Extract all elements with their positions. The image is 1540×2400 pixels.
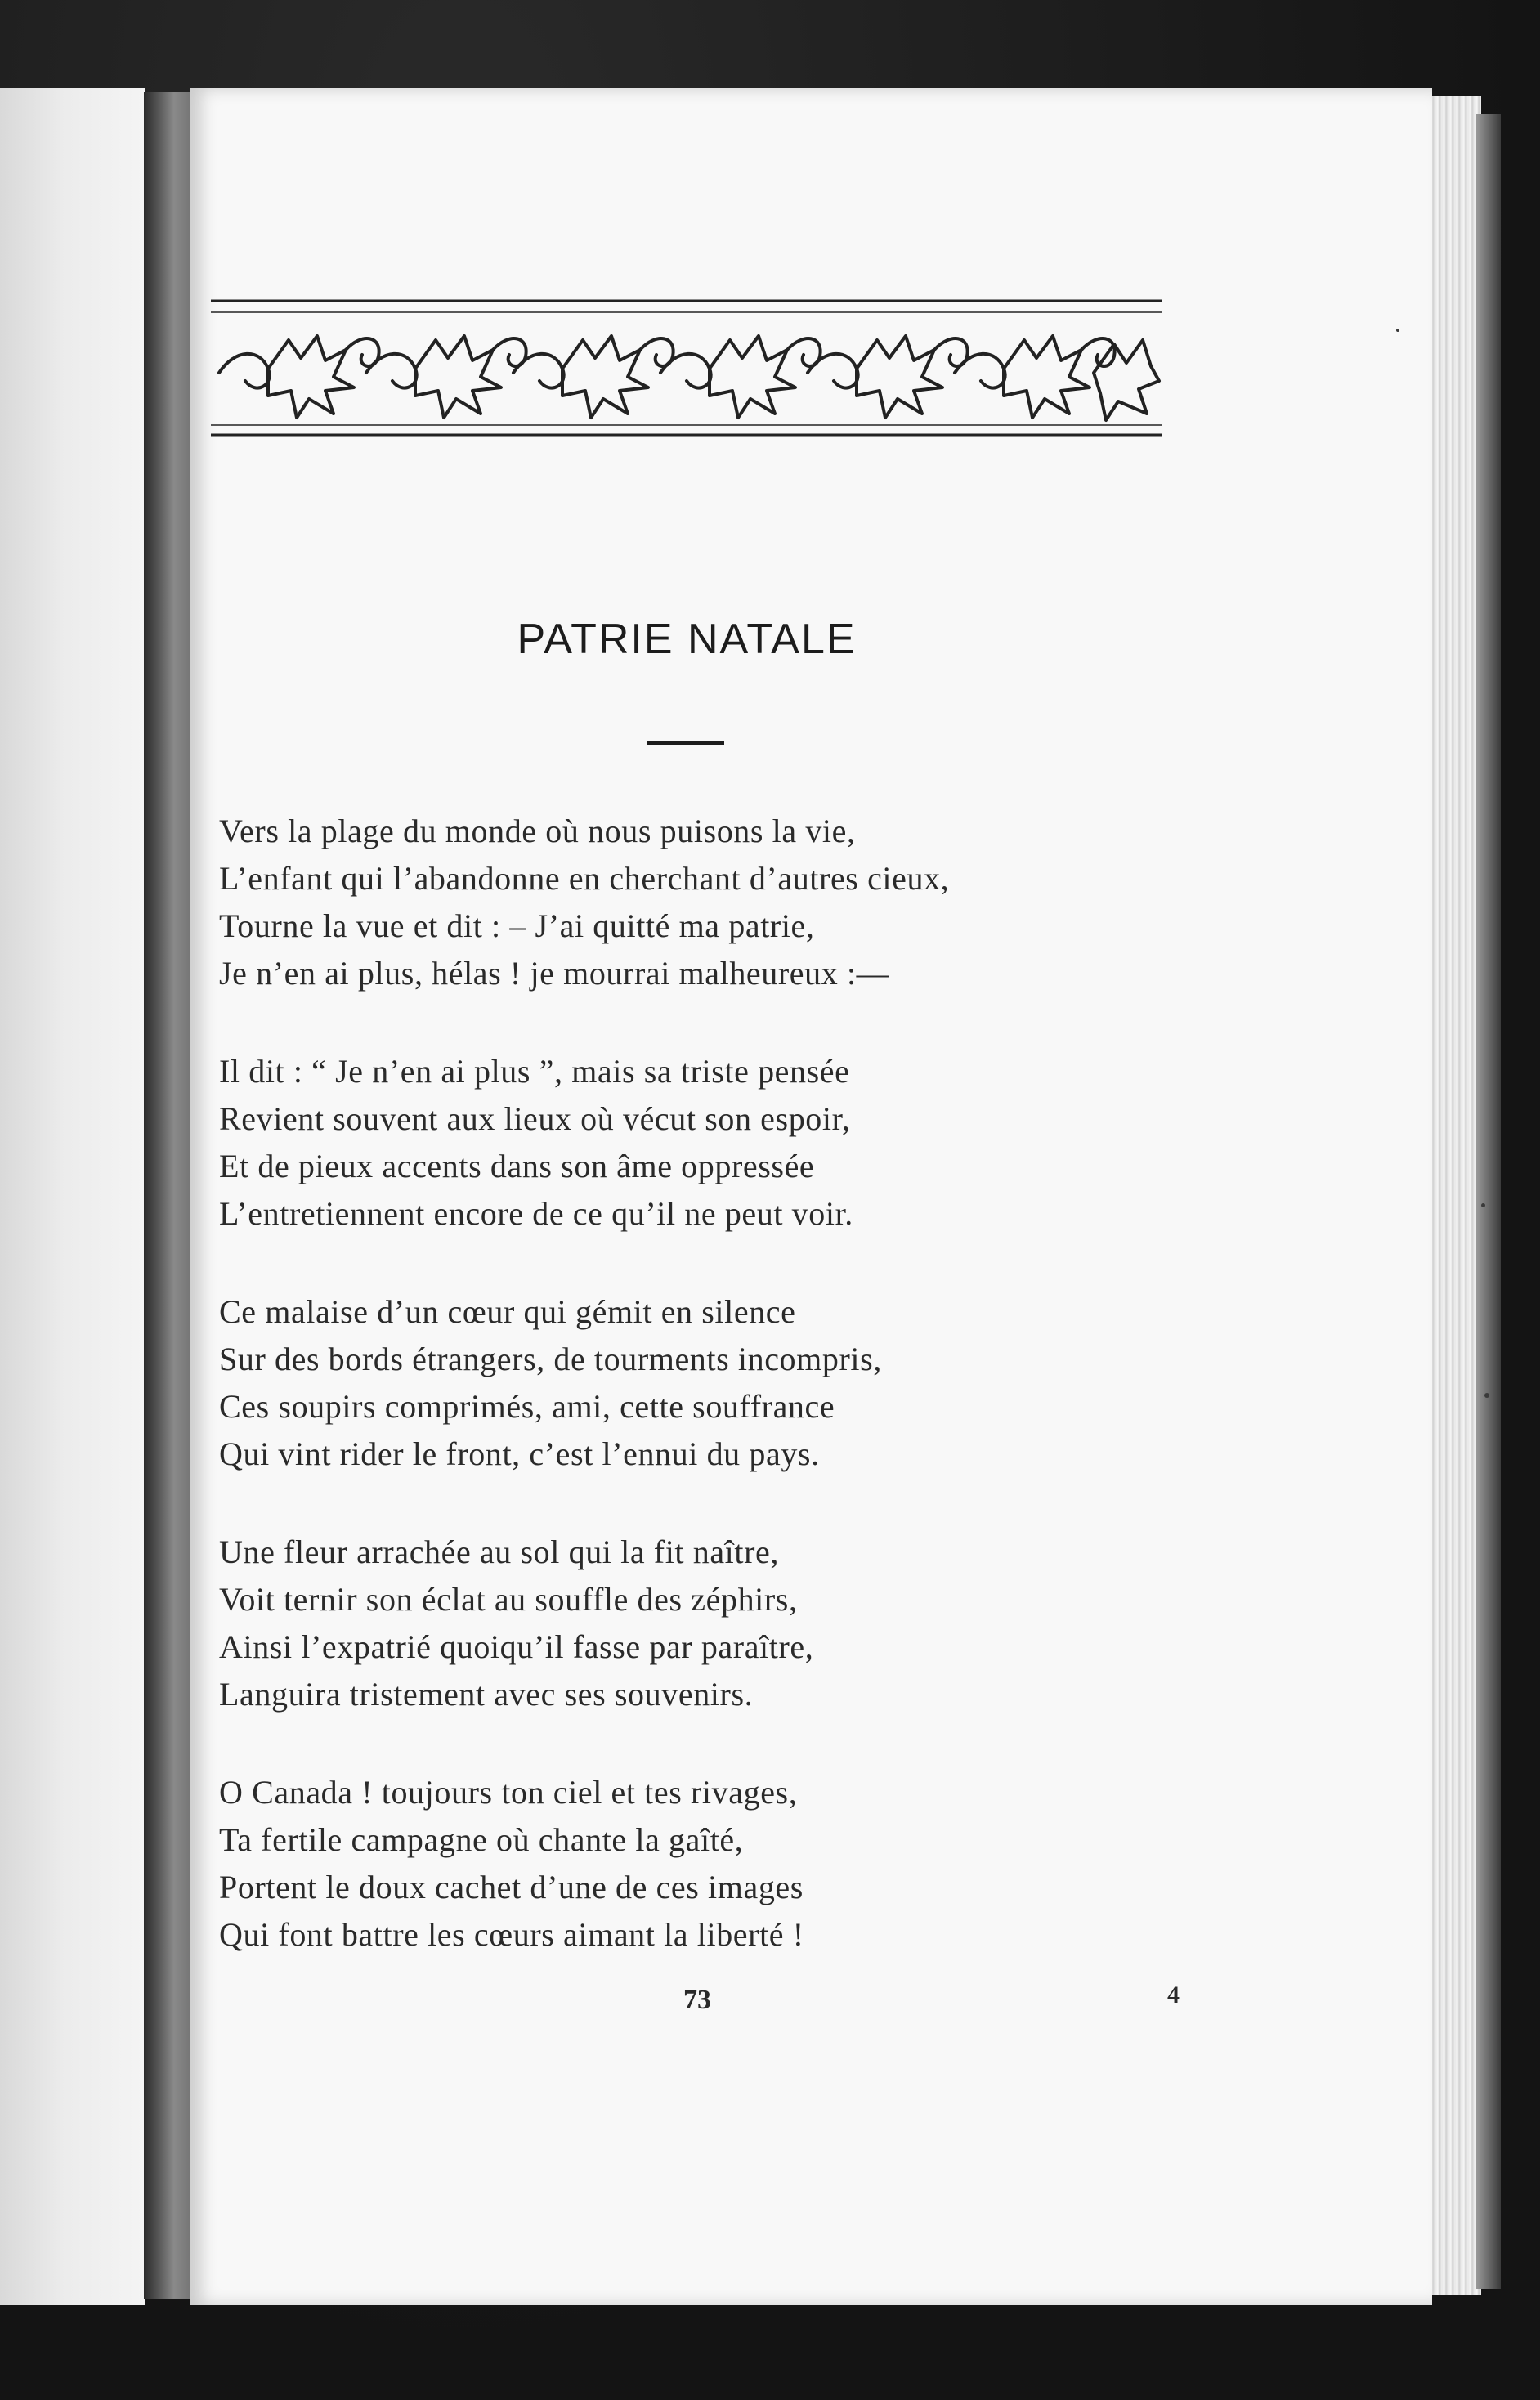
verse-line: Ce malaise d’un cœur qui gémit en silence <box>219 1293 796 1330</box>
scan-speck <box>1396 329 1399 332</box>
verse-line: Portent le doux cachet d’une de ces images <box>219 1869 804 1905</box>
verse-line: Revient souvent aux lieux où vécut son espoir, <box>219 1100 851 1137</box>
floral-ornament-header <box>211 299 1162 438</box>
verse-line: L’entretiennent encore de ce qu’il ne peut voir. <box>219 1195 853 1232</box>
stanza <box>219 1769 1233 1959</box>
page-number: 73 <box>683 1985 711 2015</box>
verse-line: Vers la plage du monde où nous puisons la vie, <box>219 813 856 849</box>
stanza <box>219 808 1233 997</box>
printer-signature-mark: 4 <box>1167 1981 1180 2008</box>
facing-page-edge <box>0 88 145 2305</box>
verse-line: Voit ternir son éclat au souffle des zéphirs, <box>219 1581 798 1618</box>
stanza <box>219 1529 1233 1718</box>
verse-line: Ainsi l’expatrié quoiqu’il fasse par paraître, <box>219 1628 814 1665</box>
verse-line: Sur des bords étrangers, de tourments incompris, <box>219 1341 882 1377</box>
page-stack-shadow <box>1476 114 1501 2289</box>
poem-body <box>219 808 1233 2009</box>
poem-title: PATRIE NATALE <box>517 616 857 663</box>
verse-line: Languira tristement avec ses souvenirs. <box>219 1676 754 1713</box>
verse-line: L’enfant qui l’abandonne en cherchant d’autres cieux, <box>219 860 950 897</box>
verse-line: Ces soupirs comprimés, ami, cette souffrance <box>219 1388 835 1425</box>
verse-line: Ta fertile campagne où chante la gaîté, <box>219 1821 744 1858</box>
scan-speck <box>1481 1203 1485 1207</box>
scan-speck <box>1484 1393 1489 1398</box>
verse-line: O Canada ! toujours ton ciel et tes rivages, <box>219 1774 798 1811</box>
stanza <box>219 1288 1233 1478</box>
verse-line: Une fleur arrachée au sol qui la fit naître, <box>219 1534 779 1570</box>
title-divider <box>647 741 724 745</box>
verse-line: Tourne la vue et dit : – J’ai quitté ma patrie, <box>219 907 815 944</box>
verse-line: Il dit : “ Je n’en ai plus ”, mais sa triste pensée <box>219 1053 850 1090</box>
stanza <box>219 1048 1233 1238</box>
verse-line: Je n’en ai plus, hélas ! je mourrai malheureux :— <box>219 955 890 992</box>
verse-line: Qui font battre les cœurs aimant la liberté ! <box>219 1916 804 1953</box>
verse-line: Qui vint rider le front, c’est l’ennui du pays. <box>219 1435 820 1472</box>
verse-line: Et de pieux accents dans son âme oppressée <box>219 1148 815 1184</box>
